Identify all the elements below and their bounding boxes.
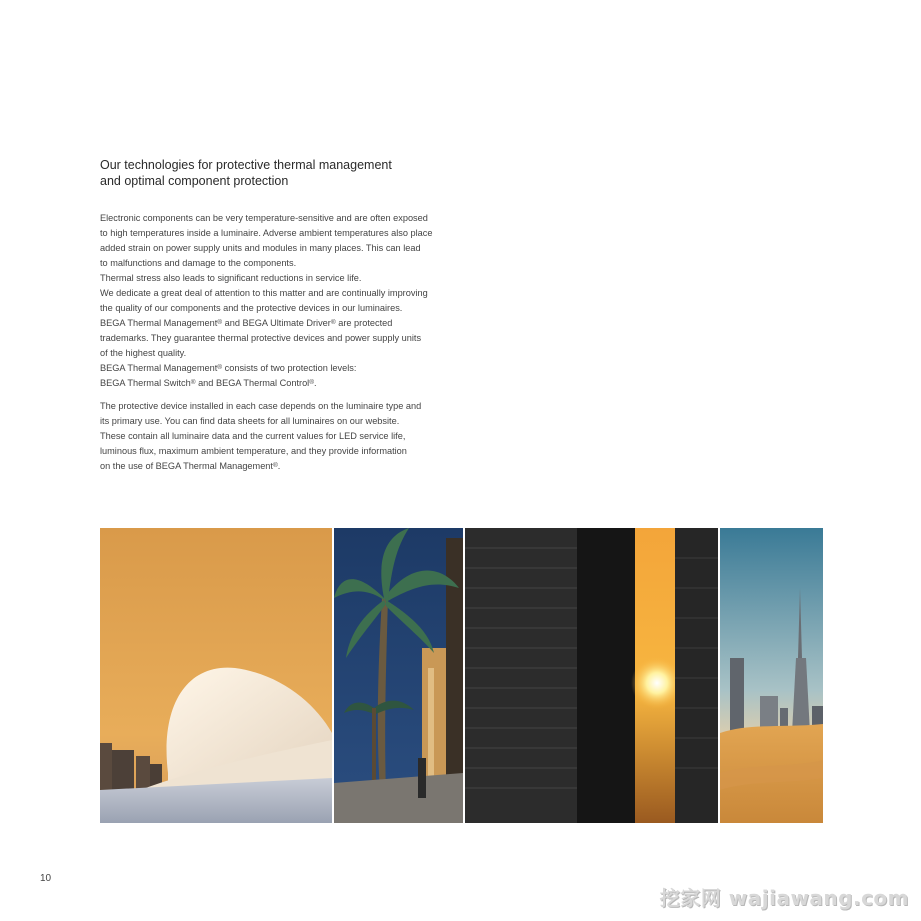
paragraph1-line: BEGA Thermal Switch® and BEGA Thermal Control®. (100, 378, 317, 388)
paragraph2-line: The protective device installed in each case depends on the luminaire type and (100, 401, 422, 411)
paragraph1-line: We dedicate a great deal of attention to this matter and are continually improving (100, 288, 428, 298)
photo-palm-trees (334, 528, 463, 823)
photo-curved-building (100, 528, 332, 823)
paragraph1-line: Thermal stress also leads to significant reductions in service life. (100, 273, 362, 283)
registered-mark: ® (190, 379, 196, 386)
registered-mark: ® (309, 379, 315, 386)
photo-skyscrapers-sunset (465, 528, 718, 823)
registered-mark: ® (217, 319, 223, 326)
page-number: 10 (40, 873, 52, 884)
watermark: 挖家网 wajiawang.com (659, 886, 909, 910)
paragraph2-line: luminous flux, maximum ambient temperature, and they provide information (100, 446, 407, 456)
paragraph1-line: BEGA Thermal Management® and BEGA Ultimate Driver® are protected (100, 318, 393, 328)
paragraph1-line: to high temperatures inside a luminaire. Adverse ambient temperatures also place (100, 228, 433, 238)
paragraph1-line: trademarks. They guarantee thermal protective devices and power supply units (100, 333, 422, 343)
body-text (100, 211, 480, 474)
registered-mark: ® (330, 319, 336, 326)
paragraph2-line: its primary use. You can find data sheets for all luminaires on our website. (100, 416, 400, 426)
registered-mark: ® (217, 364, 223, 371)
section-heading (100, 157, 480, 189)
registered-mark: ® (272, 462, 278, 469)
paragraph1-line: added strain on power supply units and modules in many places. This can lead (100, 243, 421, 253)
paragraph1-line: BEGA Thermal Management® consists of two protection levels: (100, 363, 357, 373)
paragraph1-line: to malfunctions and damage to the components. (100, 258, 297, 268)
paragraph1-line: the quality of our components and the protective devices in our luminaires. (100, 303, 403, 313)
heading-line-2: and optimal component protection (100, 174, 289, 188)
paragraph2-line: on the use of BEGA Thermal Management®. (100, 461, 281, 471)
photo-desert-skyline (720, 528, 823, 823)
paragraph2-line: These contain all luminaire data and the current values for LED service life, (100, 431, 406, 441)
paragraph1-line: of the highest quality. (100, 348, 187, 358)
paragraph1-line: Electronic components can be very temperature-sensitive and are often exposed (100, 213, 428, 223)
heading-line-1: Our technologies for protective thermal management (100, 158, 392, 172)
